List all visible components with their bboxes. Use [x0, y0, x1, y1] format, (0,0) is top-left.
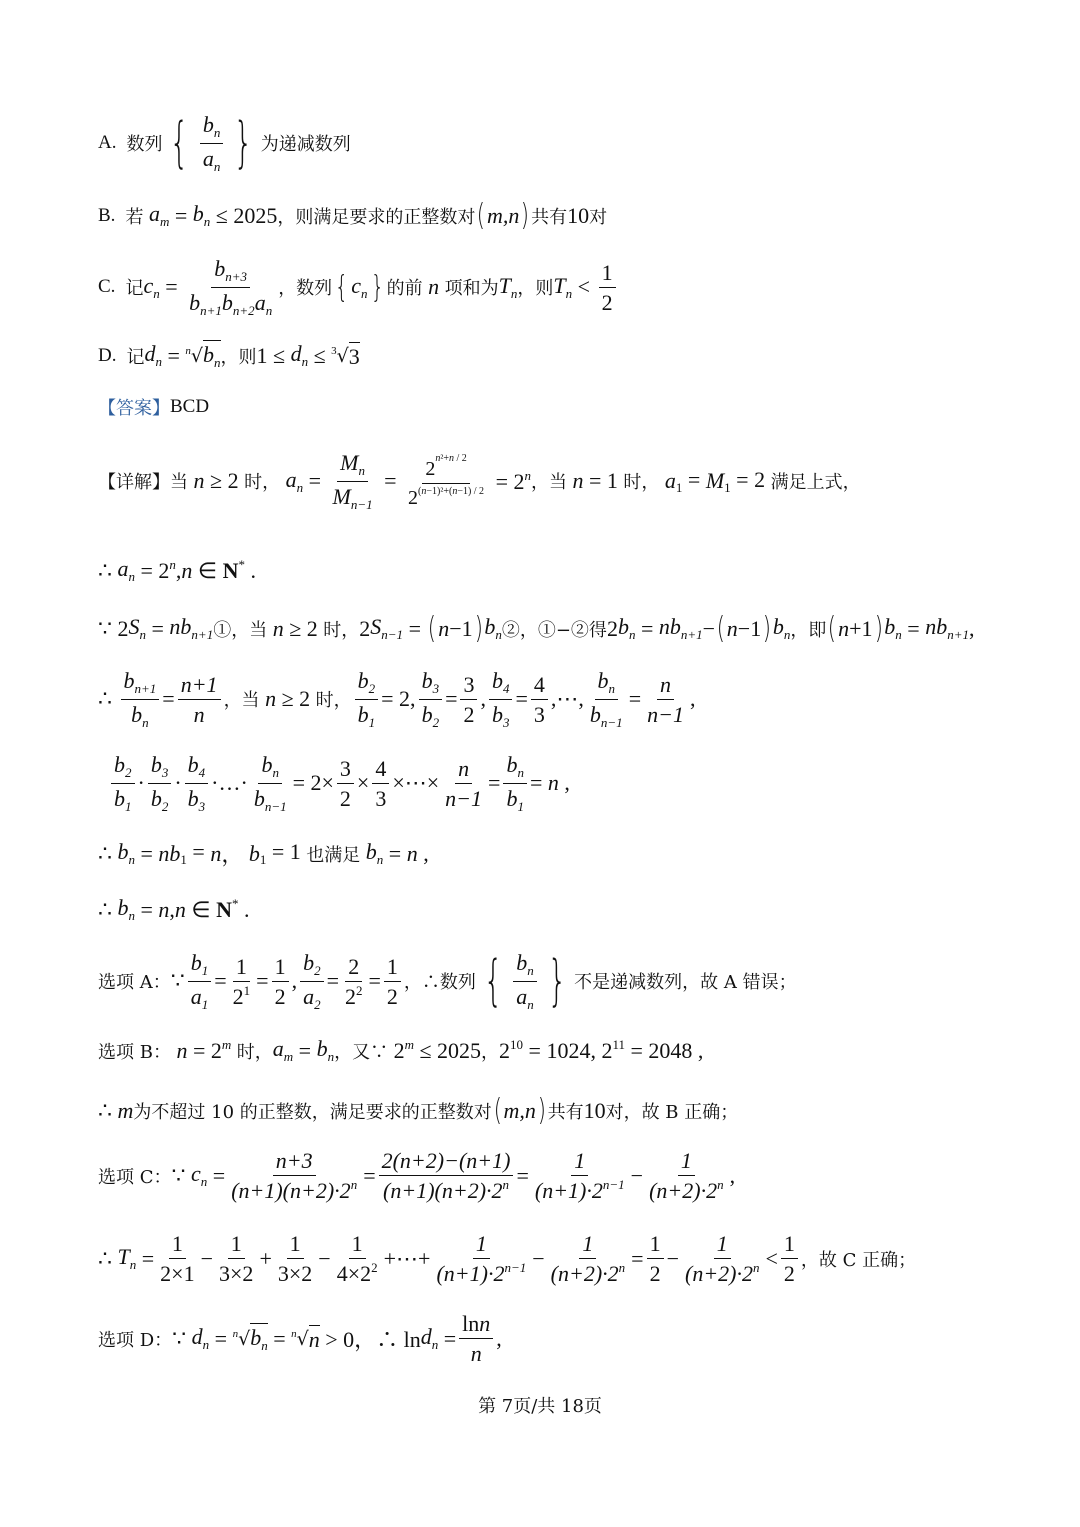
detail-line-7: ∴ $b_n$ = n , n ∈ N* .: [98, 895, 250, 923]
option-c-mid: ，数列: [278, 278, 333, 300]
detail-opt-a-post: ，∴数列: [403, 972, 476, 994]
detail-opt-c-end: ，故 C 正确；: [800, 1249, 917, 1271]
option-d-mid: ，则: [220, 346, 257, 368]
detail-t5: 满足上式，: [770, 472, 861, 494]
answer-line: [98, 394, 209, 420]
answer-tag: 【答案】: [98, 398, 170, 419]
detail-t2: 时，: [244, 472, 281, 494]
detail-opt-a-label: 选项 A：: [98, 972, 171, 994]
option-b-value: 2025: [233, 202, 278, 228]
detail-opt-c-label: 选项 C：: [98, 1166, 172, 1188]
option-b: B. 若 $a_m$ = $b_n$ ≤ 2025 ，则满足要求的正整数对 ( m,n ) 共有 10 对: [98, 198, 608, 233]
option-a-label: A.: [98, 132, 117, 154]
detail-t3: ，当: [530, 472, 567, 494]
option-b-label: B.: [98, 204, 116, 226]
detail-opt-b2-a: 为不超过 10 的正整数，满足要求的正整数对: [133, 1101, 492, 1123]
detail-line-4: ∴ $\frac{b_{n+1}}{b_n}$ = $\frac{n+1}{n}$ ，当 n ≥ 2 时， $\frac{b_2}{b_1}$ = 2, $\frac{b_3}{b_2}$ = $\frac{3}{2}$ , $\frac{b_4}{b_3}$ = $\frac{4}{3}$ ,⋯, $\frac{b_n}{b_{n-1}}$ = $\frac{n}{n-1}$ ,: [98, 668, 696, 730]
detail-line-5: $\frac{b_2}{b_1}$ · $\frac{b_3}{b_2}$ · $\frac{b_4}{b_3}$ ·…· $\frac{b_n}{b_{n-1}}$ = 2× $\frac{3}{2}$ × $\frac{4}{3}$ ×⋯× $\frac{n}{n-1}$ = $\frac{b_n}{b_1}$ = n ,: [108, 752, 570, 815]
page-footer: 第 7页/共 18页: [478, 1396, 602, 1417]
option-c-mid2: 的前: [386, 278, 423, 300]
detail-l6-a: 也满足: [306, 844, 361, 866]
detail-option-a: 选项 A： ∵ $\frac{b_1}{a_1}$ = $\frac{1}{2^1}$ = $\frac{1}{2}$ , $\frac{b_2}{a_2}$ = $\frac{2}{2^2}$ = $\frac{1}{2}$ ，∴数列 { $\frac{b_n}{a_n}$ } 不是递减数列，故 A 错误；: [98, 949, 797, 1013]
detail-opt-b-label: 选项 B：: [98, 1041, 171, 1063]
detail-l3-a: ①，当: [213, 619, 268, 641]
detail-l3-c: ②，①−②得: [501, 619, 607, 641]
detail-line-3: ∵ 2 $S_n$ = $nb_{n+1}$ ①，当 n ≥ 2 时， 2 $S_{n-1}$ = ( n −1 ) $b_n$ ②，①−②得 2 $b_n$ = $nb_{n+1}$ − ( n −1 ) $b_n$ ，即 ( n +1 ) $b_n$ = $nb_{n+1}$ ,: [98, 611, 975, 646]
detail-option-c-2: ∴ $T_n$ = $\frac{1}{2\times 1}$ − $\frac{1}{3\times 2}$ + $\frac{1}{3\times 2}$ − $\frac{1}{4\times 2^2}$ +⋯+ $\frac{1}{(n+1)\cdot 2^{n-1}}$ − $\frac{1}{(n+2)\cdot 2^n}$ = $\frac{1}{2}$ − $\frac{1}{(n+2)\cdot 2^n}$ < $\frac{1}{2}$ ，故 C 正确；: [98, 1231, 917, 1287]
detail-line-2: ∴ $a_n$ = $2^n$, n ∈ N* .: [98, 556, 256, 584]
detail-tag: 【详解】: [98, 472, 170, 494]
option-c-label: C.: [98, 276, 116, 298]
detail-opt-a-end: 不是递减数列，故 A 错误；: [574, 972, 797, 994]
option-a-pre: 数列: [126, 134, 163, 156]
option-d-pre: 记: [126, 346, 145, 368]
option-b-text: ，则满足要求的正整数对: [277, 206, 476, 228]
detail-option-b-2: ∴ m 为不超过 10 的正整数，满足要求的正整数对 ( m,n ) 共有 10 对，故 B 正确；: [98, 1093, 739, 1128]
option-c-mid4: ，则: [517, 278, 554, 300]
detail-l3-d: ，即: [790, 619, 827, 641]
option-a: A. 数列 { $\frac{b_n}{a_n}$ } 为递减数列: [98, 111, 351, 175]
detail-t1: 当: [170, 472, 188, 494]
detail-option-c: 选项 C： ∵ $c_n$ = $\frac{n+3}{(n+1)(n+2)\cdot 2^n}$ = $\frac{2(n+2)-(n+1)}{(n+1)(n+2)\cdot 2^n}$ = $\frac{1}{(n+1)\cdot 2^{n-1}}$ − $\frac{1}{(n+2)\cdot 2^n}$ ,: [98, 1148, 736, 1204]
fraction-bn-an: $\frac{b_n}{a_n}$: [200, 112, 224, 175]
option-c-mid3: 项和为: [444, 278, 499, 300]
answer-value: BCD: [170, 396, 210, 417]
detail-opt-b-a: 时，: [236, 1041, 273, 1063]
detail-line-6: ∴ $b_n$ = nb $_1$ = n ， b $_1$ = 1 也满足 $b_n$ = n ,: [98, 839, 429, 867]
option-b-count: 10: [567, 202, 590, 228]
option-d-label: D.: [98, 344, 117, 366]
detail-l4-b: 时，: [315, 690, 352, 712]
option-b-text2: 共有: [531, 206, 568, 228]
option-d: D. 记 $d_n$ = $^n$ √ $b_n$ ，则 1 ≤ $d_n$ ≤ $^3$ √ 3: [98, 341, 360, 370]
detail-l3-b: 时，: [323, 619, 360, 641]
detail-option-d: 选项 D： ∵ $d_n$ = $^n$ √ $b_n$ = $^n$ √ n > 0，∴ ln $d_n$ = $\frac{\ln n}{n}$ ,: [98, 1311, 502, 1367]
detail-option-b: 选项 B： n = $2^m$ 时， $a_m$ = $b_n$ ，又∵ $2^m \le 2025$ ， $2^{10} = 1024$, $2^{11} = 2048$ ,: [98, 1036, 704, 1064]
option-b-unit: 对: [589, 206, 608, 228]
option-a-post: 为递减数列: [260, 134, 351, 156]
detail-opt-b-c: ，: [481, 1041, 500, 1063]
detail-t4: 时，: [623, 472, 660, 494]
detail-line-1: 【详解】 当 n ≥ 2 时， $a_n$ = $\frac{M_n}{M_{n-1}}$ = $\frac{2^{n^2+n / 2}}{2^{(n-1)^2+(n-1) / 2}}$ = $2^n$ ，当 n = 1 时， a $_1$ = M $_1$ = 2 满足上式，: [98, 450, 861, 512]
detail-opt-d-label: 选项 D：: [98, 1329, 173, 1351]
detail-opt-b2-c: 对，故 B 正确；: [605, 1101, 739, 1123]
detail-l4-a: ，当: [223, 690, 260, 712]
option-c: C. 记 $c_n$ = $\frac{b_{n+3}}{b_{n+1}b_{n+2}a_n}$ ，数列 { $c_n$ } 的前 n 项和为 $T_n$ ，则 $T_n$ < $\frac{1}{2}$: [98, 256, 619, 319]
detail-opt-b-b: ，又∵: [334, 1041, 389, 1063]
option-c-pre: 记: [125, 278, 144, 300]
option-b-pre: 若: [125, 206, 144, 228]
detail-opt-b2-b: 共有: [547, 1101, 584, 1123]
